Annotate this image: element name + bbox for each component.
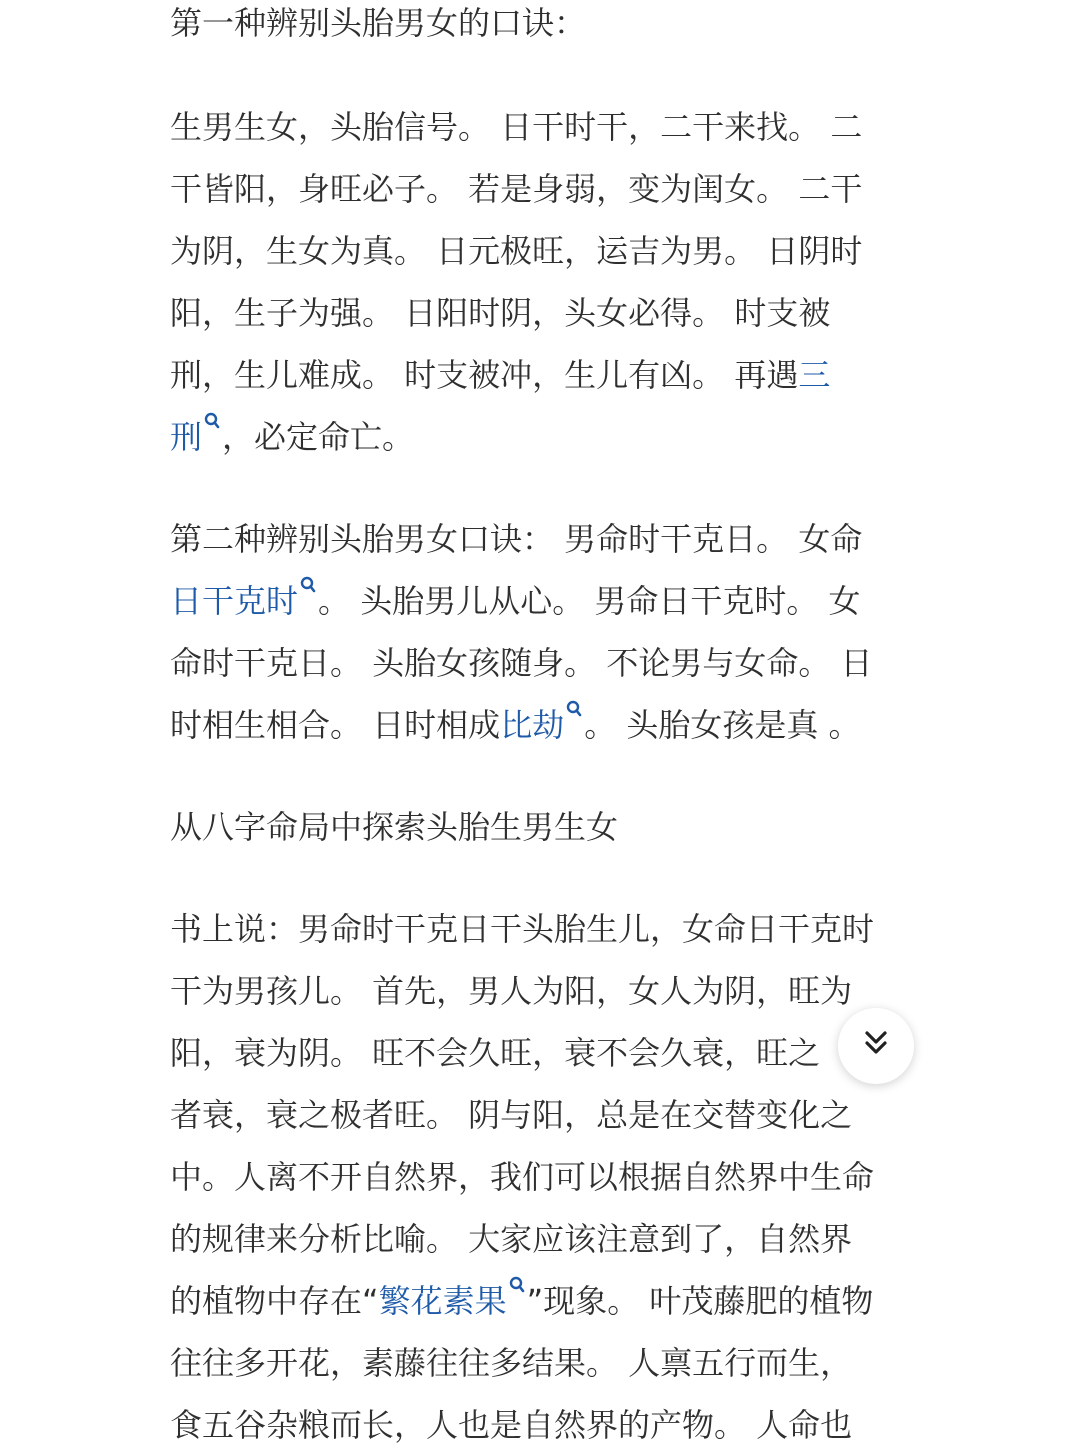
search-icon[interactable]	[507, 1270, 527, 1302]
paragraph-1-line: 阳，生子为强。 日阳时阴，头女必得。 时支被	[170, 294, 831, 332]
paragraph-1-line: 刑，生儿难成。 时支被冲，生儿有凶。 再遇三	[170, 356, 831, 394]
paragraph-3-line: 中。人离不开自然界，我们可以根据自然界中生命	[170, 1158, 875, 1196]
paragraph-3-line: 者衰，衰之极者旺。 阴与阳，总是在交替变化之	[170, 1096, 853, 1134]
paragraph-1-line: 刑 ，必定命亡。	[170, 406, 414, 468]
scroll-down-button[interactable]	[838, 1008, 914, 1084]
double-chevron-down-icon	[861, 1029, 891, 1063]
paragraph-3-line: 往往多开花，素藤往往多结果。 人禀五行而生，	[170, 1344, 853, 1382]
keyword-link-fanhuasuguo[interactable]: 繁花素果	[378, 1282, 507, 1320]
search-icon[interactable]	[298, 570, 318, 602]
keyword-link-bijie[interactable]: 比劫	[500, 706, 565, 744]
paragraph-3-line: 干为男孩儿。 首先，男人为阳，女人为阴，旺为	[170, 972, 853, 1010]
paragraph-3-line: 书上说：男命时干克日干头胎生儿，女命日干克时	[170, 910, 875, 948]
keyword-link-rigankeshi[interactable]: 日干克时	[170, 582, 299, 620]
paragraph-2-line: 命时干克日。 头胎女孩随身。 不论男与女命。 日	[170, 644, 873, 682]
paragraph-2-line: 日干克时 。 头胎男儿从心。 男命日干克时。 女	[170, 570, 861, 632]
keyword-link-sanxing-continued[interactable]: 刑	[170, 418, 203, 456]
section-heading-2: 从八字命局中探索头胎生男生女	[170, 808, 619, 846]
paragraph-1-line: 干皆阳，身旺必子。 若是身弱，变为闺女。 二干	[170, 170, 863, 208]
paragraph-3-line: 的规律来分析比喻。 大家应该注意到了，自然界	[170, 1220, 853, 1258]
search-icon[interactable]	[564, 694, 584, 726]
paragraph-1-line: 生男生女，头胎信号。 日干时干，二干来找。 二	[170, 108, 863, 146]
paragraph-3-line: 的植物中存在“繁花素果 ”现象。 叶茂藤肥的植物	[170, 1270, 873, 1332]
paragraph-3-line: 食五谷杂粮而长，人也是自然界的产物。 人命也	[170, 1406, 853, 1444]
section-heading-1: 第一种辨别头胎男女的口诀：	[170, 4, 587, 42]
paragraph-2-line: 时相生相合。 日时相成比劫 。 头胎女孩是真 。	[170, 694, 861, 756]
keyword-link-sanxing[interactable]: 三	[798, 356, 831, 394]
search-icon[interactable]	[202, 406, 222, 438]
paragraph-2-line: 第二种辨别头胎男女口诀： 男命时干克日。 女命	[170, 520, 863, 558]
paragraph-1-line: 为阴，生女为真。 日元极旺，运吉为男。 日阴时	[170, 232, 863, 270]
paragraph-3-line: 阳，衰为阴。 旺不会久旺，衰不会久衰，旺之	[170, 1034, 821, 1072]
